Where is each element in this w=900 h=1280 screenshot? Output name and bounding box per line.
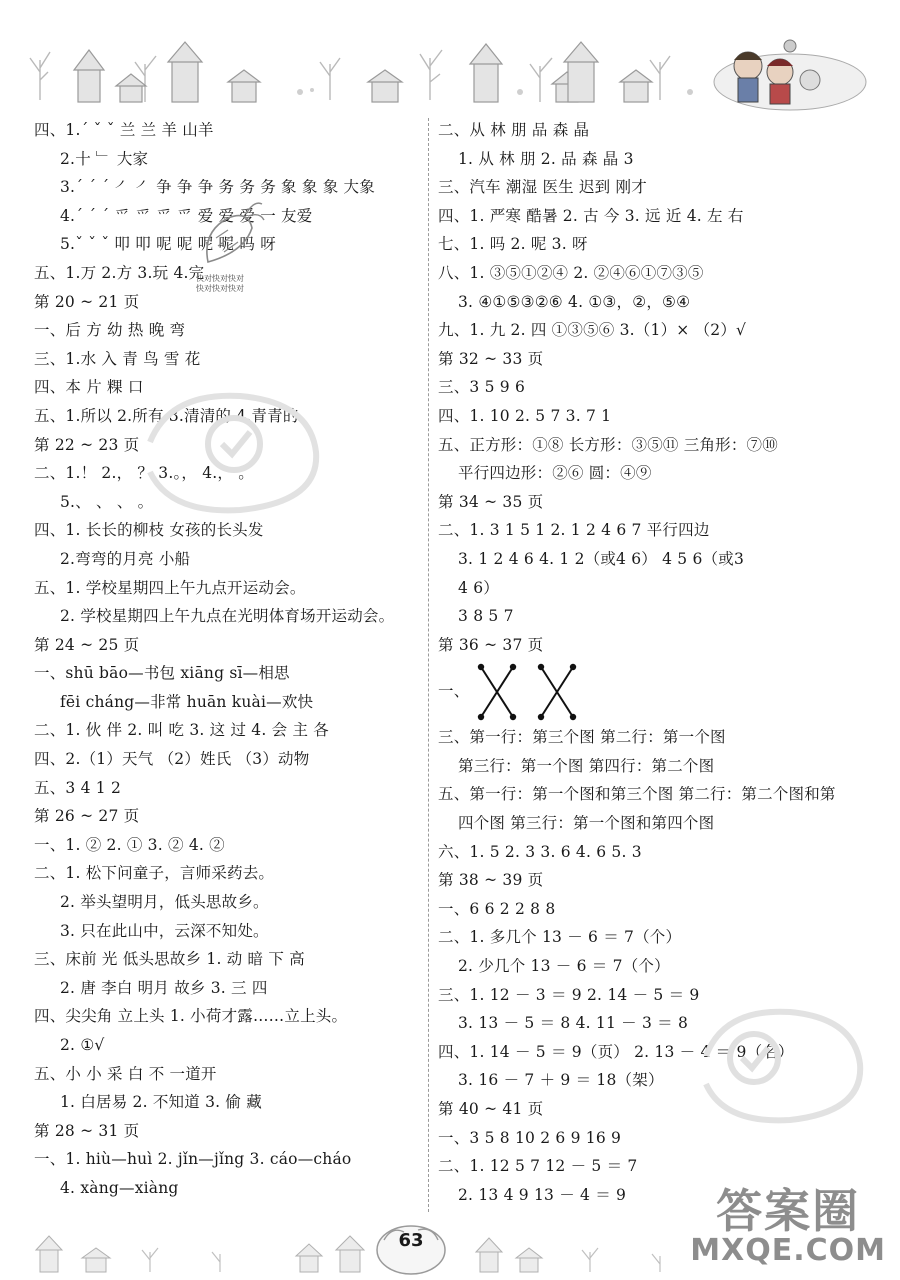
answer-text: 平行四边形：②⑥ 圆：④⑨: [458, 464, 652, 483]
carrot-stamp-icon: [188, 192, 268, 272]
matching-dot: [570, 664, 576, 670]
answer-line: [438, 1152, 878, 1181]
answer-text: 三、1.水 入 青 鸟 雪 花: [34, 349, 201, 368]
answer-line: [438, 545, 878, 574]
answer-text: 四个图 第三行：第一个图和第四个图: [458, 814, 715, 833]
answer-text: 3. 16 － 7 ＋ 9 ＝ 18（架）: [458, 1071, 664, 1090]
answer-line: [34, 659, 418, 688]
matching-dot: [538, 664, 544, 670]
answer-line: [438, 345, 878, 374]
answer-text: fēi cháng—非常 huān kuài—欢快: [60, 692, 314, 711]
answer-text: 二、1. 伙 伴 2. 叫 吃 3. 这 过 4. 会 主 各: [34, 721, 329, 740]
answer-line: [438, 780, 878, 809]
answer-line: [34, 1174, 418, 1203]
watermark-logo-text: 答案圈: [716, 1184, 861, 1238]
answer-text: 2.弯弯的月亮 小船: [60, 549, 191, 568]
answer-text: 二、1. 12 5 7 12 － 5 ＝ 7: [438, 1157, 638, 1176]
answer-text: 四、1.´ ˇ ˇ 兰 兰 羊 山羊: [34, 121, 214, 139]
answer-text: 一、shū bāo—书包 xiāng sī—相思: [34, 664, 290, 683]
answer-text: 4.ˊ ˊ ˊ 爫 爫 爫 爫 爱 爱 爱 一 友爱: [60, 206, 313, 225]
answer-line: [34, 1031, 418, 1060]
answer-text: 一、3 5 8 10 2 6 9 16 9: [438, 1128, 622, 1147]
answer-line: [34, 745, 418, 774]
answer-line: [438, 723, 878, 752]
answer-line: [438, 288, 878, 317]
answer-text: 2. 唐 李白 明月 故乡 3. 三 四: [60, 978, 268, 997]
answer-line: [34, 1060, 418, 1089]
answer-text: 3. 13 － 5 ＝ 8 4. 11 － 3 ＝ 8: [458, 1014, 689, 1033]
answer-line: [34, 345, 418, 374]
answer-text: 5.、 、 、 。: [60, 492, 154, 511]
answer-text: 三、第一行：第三个图 第二行：第一个图: [438, 728, 726, 747]
answer-text: 第三行：第一个图 第四行：第二个图: [458, 756, 715, 775]
answer-text: 一、后 方 幼 热 晚 弯: [34, 321, 186, 340]
answer-line: [438, 602, 878, 631]
answer-line: [34, 145, 418, 174]
answer-line: [34, 1088, 418, 1117]
answer-line: [34, 574, 418, 603]
answer-text: 2. ①√: [60, 1036, 105, 1054]
matching-dot: [570, 714, 576, 720]
answer-line: [34, 859, 418, 888]
answer-line: [34, 316, 418, 345]
answer-text: 第 36 ~ 37 页: [438, 635, 544, 654]
site-watermark: [690, 1186, 886, 1266]
answer-line: [438, 574, 878, 603]
answer-text: 第 32 ~ 33 页: [438, 349, 544, 368]
answer-text: 一、1. hiù—huì 2. jǐn—jǐng 3. cáo—cháo: [34, 1150, 352, 1169]
answer-line: [34, 774, 418, 803]
answer-line: [34, 602, 418, 631]
answer-text: 3. ④①⑤③②⑥ 4. ①③，②，⑤④: [458, 292, 691, 311]
answer-text: 一、1. ② 2. ① 3. ② 4. ②: [34, 835, 225, 854]
answer-text: 八、1. ③⑤①②④ 2. ②④⑥①⑦③⑤: [438, 263, 704, 282]
answer-line: [438, 809, 878, 838]
answer-text: 七、1. 吗 2. 呢 3. 呀: [438, 235, 588, 254]
stamp-text-line: 快对快对快对: [196, 284, 244, 293]
answer-text: 2. 少几个 13 － 6 ＝ 7（个）: [458, 957, 670, 976]
answer-text: 三、3 5 9 6: [438, 378, 526, 397]
answer-text: 第 20 ~ 21 页: [34, 292, 140, 311]
answer-line: [438, 752, 878, 781]
answer-line: [34, 716, 418, 745]
answer-text: 1. 从 林 朋 2. 品 森 晶 3: [458, 149, 634, 168]
answer-text: 二、1. 松下问童子，言师采药去。: [34, 864, 275, 883]
answer-line: [438, 173, 878, 202]
answer-line: [438, 316, 878, 345]
answer-line: [34, 688, 418, 717]
answer-text: 一、: [438, 682, 470, 701]
answer-line: [438, 431, 878, 460]
answer-text: 第 24 ~ 25 页: [34, 635, 140, 654]
answer-text: 一、6 6 2 2 8 8: [438, 899, 556, 918]
answer-text: 四、2.（1）天气 （2）姓氏 （3）动物: [34, 750, 310, 769]
answer-text: 1. 白居易 2. 不知道 3. 偷 藏: [60, 1093, 262, 1112]
answer-line: [438, 202, 878, 231]
answer-line: [34, 831, 418, 860]
answer-text: 四、1. 14 － 5 ＝ 9（页） 2. 13 － 4 ＝ 9（名）: [438, 1042, 794, 1061]
answer-line: [438, 259, 878, 288]
header-banner: [0, 0, 900, 112]
answer-text: 三、汽车 潮湿 医生 迟到 刚才: [438, 178, 647, 197]
answer-line: [34, 917, 418, 946]
matching-dot: [510, 664, 516, 670]
answer-text: 第 28 ~ 31 页: [34, 1121, 140, 1140]
column-divider: [428, 118, 429, 1212]
answer-text: 四、本 片 粿 口: [34, 378, 144, 397]
matching-lines-diagram: [477, 663, 597, 721]
answer-text: 二、1. 3 1 5 1 2. 1 2 4 6 7 平行四边: [438, 521, 710, 540]
answer-text: 第 38 ~ 39 页: [438, 871, 544, 890]
answer-line: [438, 373, 878, 402]
answer-text: 5.ˇ ˇ ˇ 叩 叩 呢 呢 呢 呢 吗 呀: [60, 235, 276, 254]
matching-dot: [538, 714, 544, 720]
answer-line: [438, 516, 878, 545]
answer-line: [34, 945, 418, 974]
answer-text: 第 22 ~ 23 页: [34, 435, 140, 454]
answer-text: 3.ˊ ˊ ˊ ㇒ ㇒ 争 争 争 务 务 务 象 象 象 大象: [60, 178, 375, 197]
answer-text: 2. 学校星期四上午九点在光明体育场开运动会。: [60, 607, 395, 626]
answer-line: [34, 116, 418, 145]
answer-text: 2. 举头望明月，低头思故乡。: [60, 893, 269, 912]
answer-line: [34, 631, 418, 660]
answer-line: [438, 952, 878, 981]
answer-text: 五、第一行：第一个图和第三个图 第二行：第二个图和第: [438, 785, 836, 804]
answer-line: [438, 488, 878, 517]
answer-line: [438, 116, 878, 145]
faint-check-watermark-icon: [130, 382, 330, 522]
answer-line: [34, 1002, 418, 1031]
answer-line: [438, 145, 878, 174]
answer-line: [438, 838, 878, 867]
answer-text: 第 26 ~ 27 页: [34, 807, 140, 826]
answer-text: 四、1. 长长的柳枝 女孩的长头发: [34, 521, 264, 540]
answer-text: 五、正方形：①⑧ 长方形：③⑤⑪ 三角形：⑦⑩: [438, 435, 778, 454]
answer-line: [34, 974, 418, 1003]
answer-text: 五、小 小 采 白 不 一道开: [34, 1064, 217, 1083]
answer-text: 4 6）: [458, 578, 499, 597]
page-number: 63: [398, 1230, 424, 1251]
answer-line: [34, 1117, 418, 1146]
answer-text: 2. 13 4 9 13 － 4 ＝ 9: [458, 1185, 627, 1204]
answer-text: 三、1. 12 － 3 ＝ 9 2. 14 － 5 ＝ 9: [438, 985, 700, 1004]
answer-text: 五、1. 学校星期四上午九点开运动会。: [34, 578, 306, 597]
matching-dot: [510, 714, 516, 720]
answer-text: 二、从 林 朋 品 森 晶: [438, 121, 590, 139]
answer-text: 九、1. 九 2. 四 ①③⑤⑥ 3.（1）× （2）√: [438, 321, 747, 340]
answer-text: 3. 1 2 4 6 4. 1 2（或4 6） 4 5 6（或3: [458, 549, 745, 568]
answer-text: 3. 只在此山中，云深不知处。: [60, 921, 269, 940]
matching-dot: [478, 714, 484, 720]
answer-text: 3 8 5 7: [458, 607, 514, 626]
answer-text: 4. xàng—xiàng: [60, 1178, 179, 1197]
answer-line: [438, 459, 878, 488]
answer-text: 第 34 ~ 35 页: [438, 492, 544, 511]
answer-text: 四、1. 10 2. 5 7 3. 7 1: [438, 406, 612, 425]
answer-text: 六、1. 5 2. 3 3. 6 4. 6 5. 3: [438, 842, 642, 861]
answer-text: 四、尖尖角 立上头 1. 小荷才露……立上头。: [34, 1007, 348, 1026]
watermark-url-text: MXQE.COM: [690, 1233, 886, 1268]
answer-line: [34, 888, 418, 917]
stamp-text-line: 快对快对快对: [196, 274, 244, 283]
answer-line: [34, 1145, 418, 1174]
answer-text: 五、3 4 1 2: [34, 778, 122, 797]
answer-text: 第 40 ~ 41 页: [438, 1100, 544, 1118]
answer-line: [438, 631, 878, 660]
answer-text: 五、1.万 2.方 3.玩 4.完: [34, 263, 205, 282]
answer-line: [438, 866, 878, 895]
matching-dot: [478, 664, 484, 670]
answer-text: 2.十 ﹂ 大家: [60, 149, 149, 168]
answer-text: 三、床前 光 低头思故乡 1. 动 暗 下 高: [34, 950, 305, 969]
answer-line: [34, 802, 418, 831]
cartoon-characters-illustration: [714, 40, 866, 110]
answer-line: [438, 895, 878, 924]
faint-check-watermark-icon: [690, 1000, 870, 1130]
stamp-text: [196, 274, 244, 294]
answer-line: [438, 659, 878, 723]
answer-text: 二、1.！ 2.， ？ 3.。， 4.， 。: [34, 464, 254, 483]
answer-line: [438, 923, 878, 952]
answer-line: [438, 402, 878, 431]
answer-text: 二、1. 多几个 13 － 6 ＝ 7（个）: [438, 928, 682, 947]
answer-line: [34, 545, 418, 574]
answer-text: 五、1.所以 2.所有 3.清清的 4.青青的: [34, 406, 299, 425]
answer-text: 四、1. 严寒 酷暑 2. 古 今 3. 远 近 4. 左 右: [438, 206, 744, 225]
answer-line: [438, 230, 878, 259]
